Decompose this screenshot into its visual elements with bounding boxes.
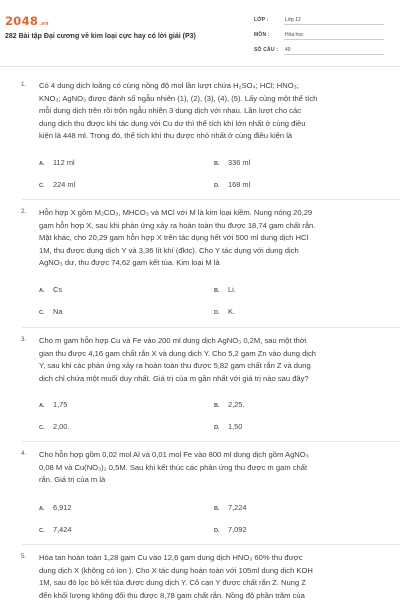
question-line-text: Cho m gam hỗn hợp Cu và Fe vào 200 ml dung dịch AgNO₃ 0,2M, sau một thời [39,336,307,345]
option-a[interactable] [39,400,67,409]
question-line [39,449,384,462]
question-line-text: dung dịch thu được khi tác dụng với Cu dư thì thể tích khí lớn nhất ở cùng điều [39,118,306,128]
question-line [39,80,384,93]
option-letter: B. [214,403,220,409]
question-line [39,257,384,270]
question-number: 2. [21,208,27,215]
option-b[interactable] [214,503,247,512]
site-logo[interactable] [5,14,49,28]
option-letter: C. [39,310,45,316]
question-line-text: 1M, sau đó lọc bỏ kết tủa được dung dịch Y. Cô cạn Y được chất rắn Z. Nung Z [39,578,306,587]
option-d[interactable] [214,180,250,189]
option-letter: C. [39,528,45,534]
question-number: 5. [21,553,27,560]
question-line [39,118,384,131]
question-line-text: kiện là 448 ml. Trong đó, thể tích khí thu được nhỏ nhất ở cùng điều kiện là [39,131,293,140]
option-a[interactable] [39,158,75,167]
option-letter: A. [39,506,45,512]
question-divider [22,441,400,442]
option-letter: D. [214,425,220,431]
option-letter: D. [214,528,220,534]
header-divider [0,66,400,67]
option-text: 1,50 [228,422,243,431]
option-letter: A. [39,288,45,294]
question-line-text: gian thu được 4,16 gam chất rắn X và dung dịch Y. Cho 5,2 gam Zn vào dung dịch [39,348,317,358]
option-d[interactable] [214,422,242,431]
question-line-text: dịch chỉ chứa một muối duy nhất. Giá trị của m gần nhất với giá trị nào sau đây? [39,373,309,383]
question-line [39,220,384,233]
count-label: SỐ CÂU : [254,47,279,53]
question-divider [22,544,400,545]
option-text: 2,25. [228,400,245,409]
question-line [39,565,384,578]
option-text: 7,424 [53,525,72,534]
question-text [39,449,384,487]
question-line [39,590,384,600]
question-line-text: Mặt khác, cho 20,29 gam hỗn hợp X trên tác dụng hết với 500 ml dung dịch HCl [39,233,309,242]
option-b[interactable] [214,400,244,409]
question-line [39,335,384,348]
question-line-text: 0,08 M và Cu(NO₃)₂ 0,5M. Sau khi kết thúc các phản ứng thu được m gam chất [39,462,308,472]
question-number: 4. [21,450,27,457]
question-text [39,80,384,143]
option-a[interactable] [39,503,72,512]
question-divider [22,327,400,328]
question-line [39,348,384,361]
question-line-text: đến khối lượng không đổi thu được 8,78 gam chất rắn. Nồng độ phần trăm của [39,590,305,600]
subject-row [254,32,384,40]
option-letter: B. [214,161,220,167]
document-title: 282 Bài tập Đại cương về kim loại cực hay có lời giải (P3) [5,33,196,40]
count-row [254,47,384,55]
worksheet-header [0,0,400,64]
option-c[interactable] [39,307,62,316]
question-line [39,577,384,590]
question-line [39,373,384,386]
question-line-text: KNO₃; AgNO₃ được đánh số ngẫu nhiên (1), (2), (3), (4), (5). Lấy cùng một thể tích [39,93,318,103]
question-line [39,462,384,475]
question-line [39,130,384,143]
question-line [39,360,384,373]
question-line-text: 1M, thu được dung dịch Y và 3,36 lít khí (đktc). Cho Y tác dụng với dung dịch [39,245,299,255]
option-letter: B. [214,506,220,512]
question-line-text: Cho hỗn hợp gồm 0,02 mol Al và 0,01 mol Fe vào 800 ml dung dịch gồm AgNO₃ [39,450,309,459]
option-letter: C. [39,425,45,431]
subject-label: MÔN : [254,32,270,38]
subject-value: Hóa học [284,32,384,40]
question-text [39,335,384,385]
option-text: 7,224 [228,503,247,512]
option-d[interactable] [214,307,235,316]
question-line-text: rắn. Giá trị của m là [39,475,106,484]
option-text: 168 ml [228,180,251,189]
question-line-text: Y, sau khi các phản ứng xảy ra hoàn toàn thu được 5,82 gam chất rắn Z và dung [39,361,311,370]
option-text: 7,092 [228,525,247,534]
question-line-text: mỗi dung dịch trên rồi trộn ngẫu nhiên 3 dung dịch với nhau. Lần lượt cho các [39,106,302,115]
question-line [39,552,384,565]
grade-row [254,17,384,25]
question-text [39,552,384,600]
question-line [39,207,384,220]
option-text: 1,75 [53,400,68,409]
question-line-text: Có 4 dung dịch loãng có cùng nồng độ mol lần lượt chứa H₂SO₄; HCl; HNO₃; [39,81,299,90]
grade-value: Lớp 12 [284,17,384,25]
option-b[interactable] [214,158,250,167]
option-text: 2,00. [53,422,70,431]
option-letter: A. [39,161,45,167]
question-text [39,207,384,270]
question-line-text: Hòa tan hoàn toàn 1,28 gam Cu vào 12,6 gam dung dịch HNO₃ 60% thu được [39,553,303,562]
question-line [39,105,384,118]
option-text: Cs [53,285,63,294]
option-c[interactable] [39,525,72,534]
logo-tld: .vn [39,21,49,27]
question-line-text: dung dịch X (không có ion ). Cho X tác dụng hoàn toàn với 105ml dung dịch KOH [39,565,313,575]
question-line [39,474,384,487]
option-text: 224 ml [53,180,76,189]
option-text: K. [228,307,235,316]
option-letter: A. [39,403,45,409]
grade-label: LỚP : [254,17,269,23]
logo-text: 2048 [5,14,39,28]
option-letter: D. [214,310,220,316]
option-text: Li. [228,285,236,294]
option-text: 112 ml [53,158,75,167]
question-divider [22,199,400,200]
count-value: 40 [284,47,384,55]
question-number: 3. [21,336,27,343]
question-line-text: AgNO₃ dư, thu được 74,62 gam kết tủa. Kim loại M là [39,258,220,267]
option-text: 6,912 [53,503,72,512]
question-line [39,93,384,106]
option-text: 336 ml [228,158,251,167]
question-line [39,232,384,245]
option-letter: D. [214,183,220,189]
option-b[interactable] [214,285,236,294]
option-letter: C. [39,183,45,189]
option-c[interactable] [39,422,69,431]
question-number: 1. [21,81,27,88]
option-text: Na [53,307,63,316]
question-line-text: gam hỗn hợp X, sau khi phản ứng xảy ra hoàn toàn thu được 18,74 gam chất rắn. [39,220,316,230]
option-letter: B. [214,288,220,294]
question-line [39,245,384,258]
option-d[interactable] [214,525,247,534]
option-c[interactable] [39,180,75,189]
option-a[interactable] [39,285,62,294]
question-line-text: Hỗn hợp X gồm M₂CO₃, MHCO₃ và MCl với M là kim loại kiềm. Nung nóng 20,29 [39,208,313,217]
